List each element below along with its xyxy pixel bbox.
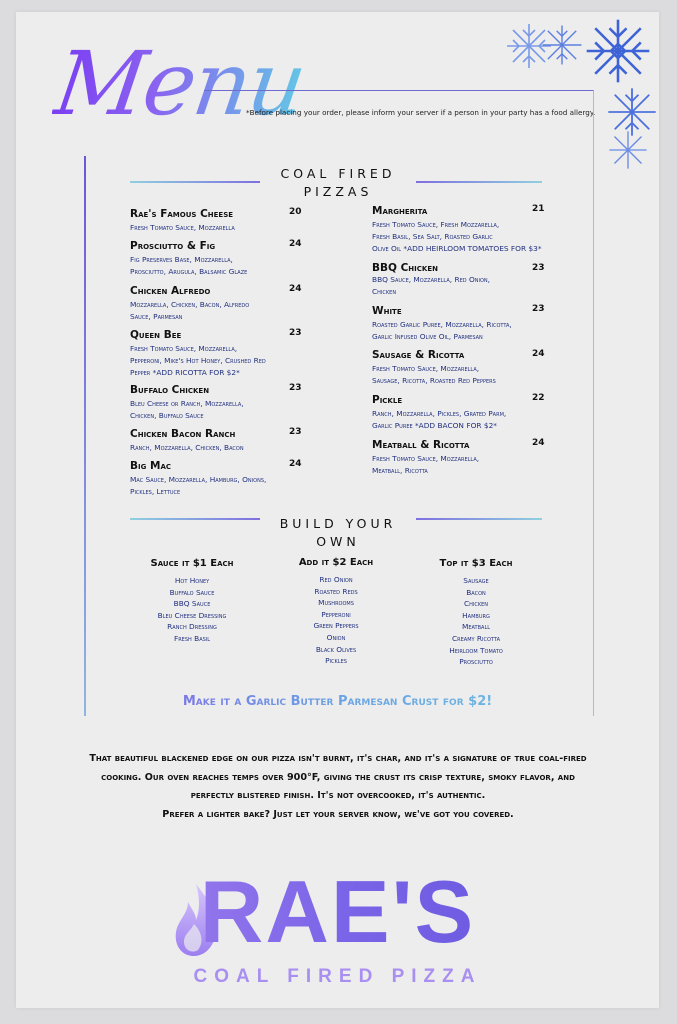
pizza-price: 20 (289, 207, 302, 217)
pizza-price: 24 (532, 438, 545, 448)
desc-line: Pepper *ADD RICOTTA FOR $2* (130, 368, 240, 377)
desc-line: Chicken, Buffalo Sauce (130, 411, 204, 420)
pizza-name: Chicken Bacon Ranch (130, 428, 236, 440)
list-item: Roasted Reds (314, 586, 358, 596)
desc-line: Pepperoni, Mike's Hot Honey, Crushed Red (130, 356, 266, 365)
list-item: Heirloom Tomato (449, 645, 503, 655)
pizza-name: Big Mac (130, 460, 172, 472)
list-item: Meatball (461, 622, 491, 632)
pizza-description (372, 219, 542, 255)
desc-line: Fig Preserves Base, Mozzarella, (130, 255, 233, 264)
desc-line: Sausage, Ricotta, Roasted Red Peppers (372, 376, 496, 385)
desc-line: Prosciutto, Arugula, Balsamic Glaze (130, 267, 248, 276)
pizza-price: 21 (532, 204, 545, 214)
pizza-description (372, 363, 496, 387)
garlic-crust-offer: Make it a Garlic Butter Parmesan Crust for $2! (16, 694, 659, 709)
pizza-price: 24 (289, 239, 302, 249)
pizza-price: 23 (289, 383, 302, 393)
build-heading-line1: BUILD YOUR (279, 516, 397, 531)
pizza-price: 24 (289, 284, 302, 294)
pizza-name: Rae's Famous Cheese (130, 208, 234, 220)
desc-line: Garlic Puree *ADD BACON FOR $2* (372, 421, 497, 430)
divider-line (416, 181, 542, 183)
list-item: Ranch Dressing (167, 622, 217, 632)
desc-line: Fresh Tomato Sauce, Mozzarella, (130, 344, 238, 353)
desc-line: Fresh Tomato Sauce, Mozzarella, (372, 364, 480, 373)
add-column-heading: Add it $2 Each (298, 557, 374, 568)
desc-line: Mozzarella, Chicken, Bacon, Alfredo (130, 300, 250, 309)
top-list (406, 575, 546, 668)
desc-line: Ranch, Mozzarella, Pickles, Grated Parm, (372, 409, 507, 418)
desc-line: Mac Sauce, Mozzarella, Hamburg, Onions, (130, 475, 267, 484)
list-item: Onion (326, 632, 346, 642)
desc-line: Fresh Basil, Sea Salt, Roasted Garlic (372, 232, 493, 241)
list-item: Sausage (463, 576, 489, 585)
pizza-name: White (372, 305, 402, 317)
list-item: BBQ Sauce (173, 599, 211, 609)
logo-wordmark: RAE'S (16, 868, 659, 956)
pizza-name: Pickle (372, 394, 403, 406)
pizza-description (372, 274, 490, 298)
lighter-bake-note: Prefer a lighter bake? Just let your server know, we've got you covered. (162, 808, 514, 820)
pizza-description (372, 453, 479, 477)
pizza-price: 22 (532, 393, 545, 403)
add-list (266, 574, 406, 667)
divider-line (416, 518, 542, 520)
sauce-column-heading: Sauce it $1 Each (150, 558, 234, 569)
desc-line: Olive Oil *ADD HEIRLOOM TOMATOES FOR $3* (372, 244, 542, 253)
desc-line: Sauce, Parmesan (130, 312, 183, 321)
list-item: Pepperoni (321, 609, 351, 619)
list-item: Green Peppers (313, 621, 359, 631)
char-note (88, 750, 588, 824)
char-note-paragraph: That beautiful blackened edge on our pizza isn't burnt, it's char, and it's a signature of true coal-fired cooking. Our oven reaches temps over 900°F, giving the crust its crisp texture, smoky flavor, and perfectly blistered finish. It's not overcooked, it's authentic. (89, 753, 587, 801)
pizza-description (130, 299, 249, 323)
pizza-description (130, 442, 244, 454)
pizza-description (130, 474, 266, 498)
pizza-price: 23 (532, 263, 545, 273)
build-heading-line2: OWN (316, 534, 360, 549)
desc-line: Roasted Garlic Puree, Mozzarella, Ricotta, (372, 320, 512, 329)
snowflake-icon (539, 22, 585, 68)
menu-page (16, 12, 659, 1008)
pizza-price: 23 (289, 427, 302, 437)
pizza-name: Chicken Alfredo (130, 285, 211, 297)
pizza-price: 23 (532, 304, 545, 314)
list-item: Hamburg (462, 610, 490, 620)
list-item: Fresh Basil (173, 633, 211, 643)
desc-line: Fresh Tomato Sauce, Mozzarella (130, 223, 235, 232)
desc-line: BBQ Sauce, Mozzarella, Red Onion, (372, 275, 490, 284)
top-column-heading: Top it $3 Each (439, 558, 513, 569)
logo-tagline: COAL FIRED PIZZA (193, 966, 482, 987)
pizza-price: 24 (289, 459, 302, 469)
desc-line: Fresh Tomato Sauce, Fresh Mozzarella, (372, 220, 500, 229)
desc-line: Bleu Cheese or Ranch, Mozzarella, (130, 399, 244, 408)
list-item: Bleu Cheese Dressing (157, 610, 227, 620)
pizza-name: Margherita (372, 205, 428, 217)
pizzas-heading-line1: COAL FIRED (280, 166, 396, 181)
list-item: Prosciutto (459, 657, 493, 667)
desc-line: Fresh Tomato Sauce, Mozzarella, (372, 454, 480, 463)
desc-line: Pickles, Lettuce (130, 487, 181, 496)
pizzas-heading-line2: PIZZAS (303, 184, 373, 199)
menu-frame-left (84, 156, 86, 716)
snowflake-icon (606, 128, 650, 172)
pizza-description (372, 319, 512, 343)
pizza-name: Meatball & Ricotta (372, 439, 470, 451)
allergy-note: *Before placing your order, please inform your server if a person in your party has a food allergy. (246, 108, 596, 117)
frame-bottom-line (84, 715, 85, 716)
list-item: Hot Honey (174, 576, 210, 585)
pizza-price: 23 (289, 328, 302, 338)
pizza-name: Queen Bee (130, 329, 182, 341)
pizza-price: 24 (532, 349, 545, 359)
list-item: Buffalo Sauce (169, 587, 215, 597)
pizza-description (372, 408, 506, 432)
list-item: Black Olives (315, 644, 357, 654)
snowflake-icon (581, 14, 655, 88)
desc-line: Meatball, Ricotta (372, 466, 428, 475)
list-item: Chicken (463, 599, 489, 609)
list-item: Mushrooms (318, 598, 354, 608)
pizza-name: Buffalo Chicken (130, 384, 210, 396)
pizza-name: Sausage & Ricotta (372, 349, 465, 361)
desc-line: Ranch, Mozzarella, Chicken, Bacon (130, 443, 244, 452)
build-heading (260, 515, 416, 551)
sauce-list (122, 575, 262, 645)
divider-line (130, 518, 260, 520)
pizza-description (130, 222, 235, 234)
list-item: Bacon (466, 587, 486, 597)
pizza-description (130, 254, 247, 278)
menu-title: Menu (48, 32, 311, 135)
pizza-description (130, 343, 266, 379)
list-item: Pickles (325, 656, 347, 666)
divider-line (130, 181, 260, 183)
pizza-name: BBQ Chicken (372, 262, 438, 274)
list-item: Creamy Ricotta (451, 633, 501, 643)
list-item: Red Onion (319, 575, 353, 584)
pizza-name: Prosciutto & Fig (130, 240, 216, 252)
desc-line: Garlic Infused Olive Oil, Parmesan (372, 332, 483, 341)
pizzas-heading (260, 165, 416, 201)
pizza-description (130, 398, 244, 422)
desc-line: Chicken (372, 287, 397, 296)
